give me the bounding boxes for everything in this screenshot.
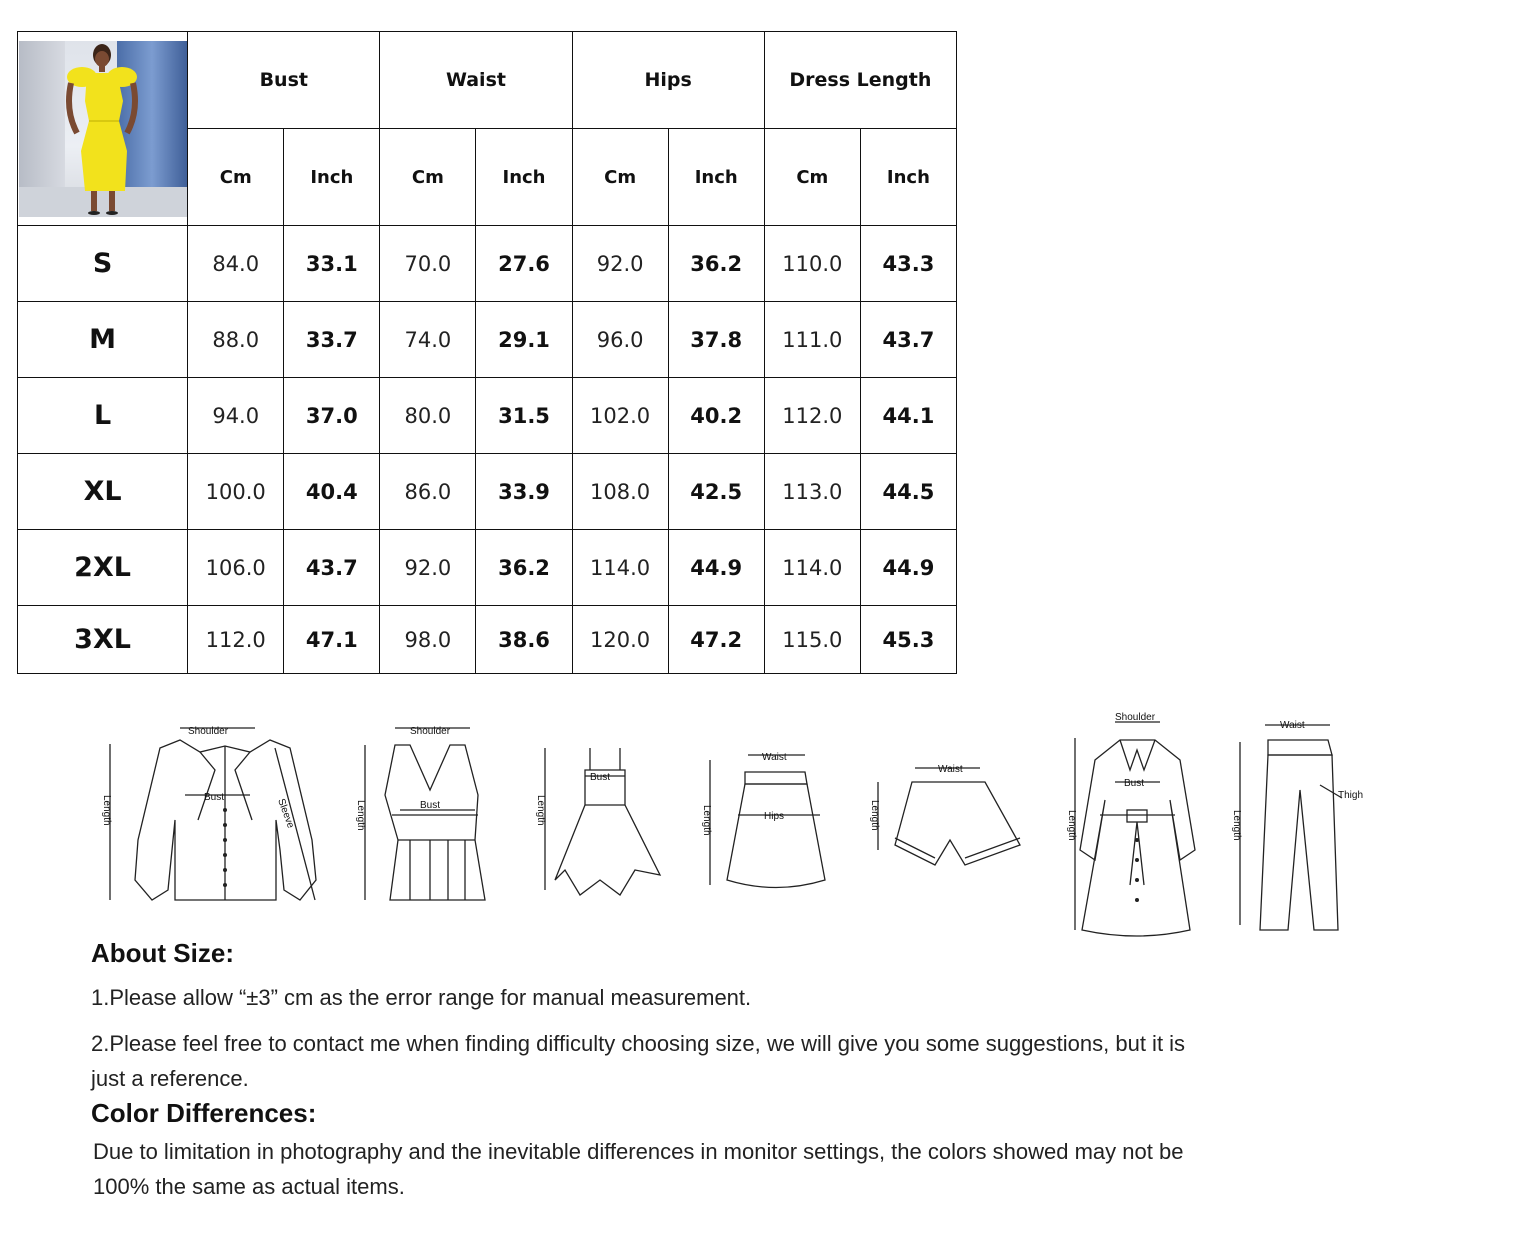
label-length: Length [535, 795, 546, 826]
label-thigh: Thigh [1338, 790, 1364, 801]
unit-label: Cm [572, 129, 668, 226]
inch-value-cell: 43.7 [284, 530, 380, 606]
inch-value-cell: 47.2 [668, 606, 764, 674]
label-bust: Bust [204, 792, 225, 803]
size-row-l [18, 378, 957, 454]
label-hips: Hips [764, 811, 785, 822]
shirt-sketch [101, 726, 316, 900]
unit-label: Cm [380, 129, 476, 226]
inch-value-cell: 33.1 [284, 226, 380, 302]
inch-value-cell: 38.6 [476, 606, 572, 674]
color-differences-heading: Color Differences: [91, 1098, 317, 1128]
label-shoulder: Shoulder [410, 726, 451, 737]
label-shoulder: Shoulder [188, 726, 229, 737]
inch-value-cell: 44.1 [860, 378, 956, 454]
shorts-sketch [869, 764, 1020, 865]
inch-value-cell: 37.8 [668, 302, 764, 378]
product-photo [19, 41, 187, 217]
cm-value-cell: 100.0 [188, 454, 284, 530]
label-sleeve: Sleeve [275, 797, 296, 830]
size-label: M [18, 302, 188, 378]
size-row-m [18, 302, 957, 378]
inch-value-cell: 45.3 [860, 606, 956, 674]
inch-value-cell: 33.7 [284, 302, 380, 378]
label-length: Length [355, 800, 366, 831]
cm-value-cell: 108.0 [572, 454, 668, 530]
color-note-line2: 100% the same as actual items. [93, 1174, 405, 1199]
tank-top-sketch [355, 726, 485, 900]
size-row-s [18, 226, 957, 302]
cm-value-cell: 86.0 [380, 454, 476, 530]
header-row-groups [18, 32, 957, 129]
label-length: Length [1066, 810, 1077, 841]
unit-label: Inch [668, 129, 764, 226]
label-length: Length [101, 795, 112, 826]
cm-value-cell: 88.0 [188, 302, 284, 378]
label-bust: Bust [420, 800, 441, 811]
inch-value-cell: 44.9 [668, 530, 764, 606]
cm-value-cell: 115.0 [764, 606, 860, 674]
cm-value-cell: 113.0 [764, 454, 860, 530]
cm-value-cell: 110.0 [764, 226, 860, 302]
trench-coat-sketch [1066, 712, 1195, 936]
label-waist: Waist [1280, 720, 1305, 731]
size-chart-table [17, 31, 957, 674]
cm-value-cell: 74.0 [380, 302, 476, 378]
unit-label: Inch [476, 129, 572, 226]
inch-value-cell: 37.0 [284, 378, 380, 454]
unit-label: Inch [284, 129, 380, 226]
inch-value-cell: 43.7 [860, 302, 956, 378]
inch-value-cell: 27.6 [476, 226, 572, 302]
header-dress-length: Dress Length [764, 32, 956, 129]
size-row-xl [18, 454, 957, 530]
cm-value-cell: 112.0 [188, 606, 284, 674]
size-label: L [18, 378, 188, 454]
inch-value-cell: 36.2 [476, 530, 572, 606]
about-size-note-2-line1: 2.Please feel free to contact me when finding difficulty choosing size, we will give you some suggestions, but it is [91, 1031, 1186, 1056]
label-shoulder: Shoulder [1115, 712, 1156, 723]
inch-value-cell: 31.5 [476, 378, 572, 454]
inch-value-cell: 40.4 [284, 454, 380, 530]
cm-value-cell: 96.0 [572, 302, 668, 378]
unit-label: Cm [764, 129, 860, 226]
inch-value-cell: 43.3 [860, 226, 956, 302]
label-waist: Waist [762, 752, 787, 763]
inch-value-cell: 44.5 [860, 454, 956, 530]
inch-value-cell: 40.2 [668, 378, 764, 454]
cm-value-cell: 94.0 [188, 378, 284, 454]
cm-value-cell: 98.0 [380, 606, 476, 674]
cm-value-cell: 120.0 [572, 606, 668, 674]
cm-value-cell: 112.0 [764, 378, 860, 454]
pants-sketch [1231, 720, 1363, 930]
cm-value-cell: 84.0 [188, 226, 284, 302]
product-photo-cell [18, 32, 188, 226]
header-waist: Waist [380, 32, 572, 129]
size-row-3xl [18, 606, 957, 674]
size-label: 3XL [18, 606, 188, 674]
header-hips: Hips [572, 32, 764, 129]
color-note-line1: Due to limitation in photography and the inevitable differences in monitor settings, the colors showed may not be [93, 1139, 1184, 1164]
unit-label: Cm [188, 129, 284, 226]
cm-value-cell: 114.0 [764, 530, 860, 606]
inch-value-cell: 47.1 [284, 606, 380, 674]
cm-value-cell: 106.0 [188, 530, 284, 606]
size-row-2xl [18, 530, 957, 606]
size-label: S [18, 226, 188, 302]
inch-value-cell: 29.1 [476, 302, 572, 378]
unit-label: Inch [860, 129, 956, 226]
cm-value-cell: 70.0 [380, 226, 476, 302]
cm-value-cell: 80.0 [380, 378, 476, 454]
cm-value-cell: 92.0 [380, 530, 476, 606]
size-label: XL [18, 454, 188, 530]
size-label: 2XL [18, 530, 188, 606]
measurement-guide-sketches [80, 700, 1400, 950]
label-bust: Bust [590, 772, 611, 783]
cm-value-cell: 102.0 [572, 378, 668, 454]
about-size-note-2-line2: just a reference. [91, 1066, 249, 1091]
inch-value-cell: 36.2 [668, 226, 764, 302]
label-waist: Waist [938, 764, 963, 775]
label-length: Length [701, 805, 712, 836]
skirt-sketch [701, 752, 825, 888]
label-length: Length [1231, 810, 1242, 841]
cm-value-cell: 111.0 [764, 302, 860, 378]
label-bust: Bust [1124, 778, 1145, 789]
cm-value-cell: 92.0 [572, 226, 668, 302]
about-size-note-1: 1.Please allow “±3” cm as the error range for manual measurement. [91, 985, 752, 1010]
label-length: Length [869, 800, 880, 831]
header-bust: Bust [188, 32, 380, 129]
model-in-dress-image [19, 41, 187, 217]
inch-value-cell: 42.5 [668, 454, 764, 530]
strap-dress-sketch [535, 748, 660, 895]
inch-value-cell: 44.9 [860, 530, 956, 606]
about-size-heading: About Size: [91, 938, 234, 968]
inch-value-cell: 33.9 [476, 454, 572, 530]
cm-value-cell: 114.0 [572, 530, 668, 606]
